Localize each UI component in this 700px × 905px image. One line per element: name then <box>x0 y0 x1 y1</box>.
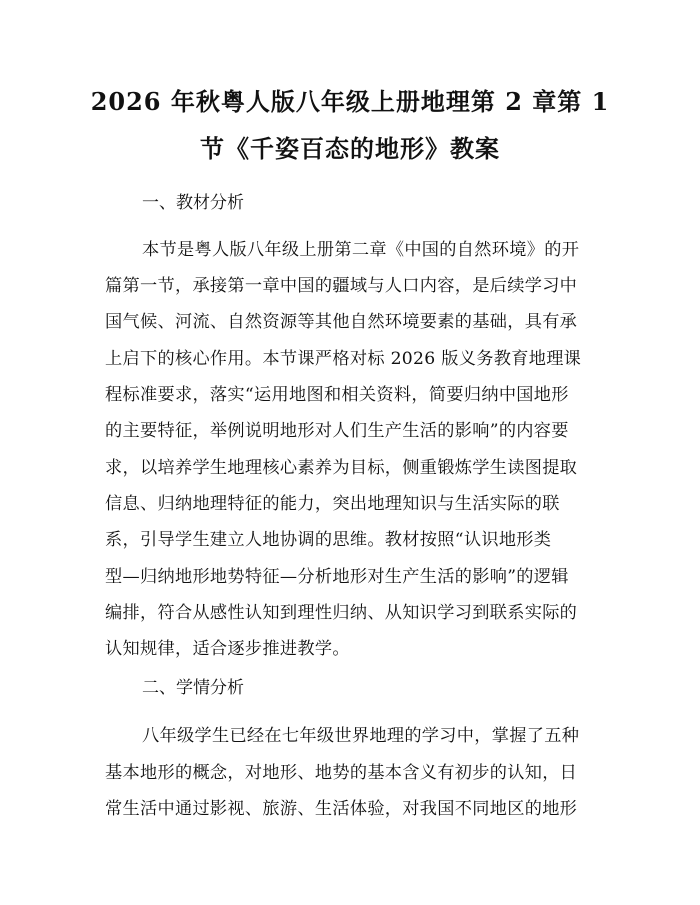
paragraph-line: 常生活中通过影视、旅游、生活体验，对我国不同地区的地形 <box>105 799 578 819</box>
paragraph-line: 求，以培养学生地理核心素养为目标，侧重锻炼学生读图提取 <box>105 458 578 478</box>
paragraph-line: 信息、归纳地理特征的能力，突出地理知识与生活实际的联 <box>105 494 560 514</box>
paragraph-line: 的主要特征，举例说明地形对人们生产生活的影响”的内容要 <box>105 421 569 441</box>
section-heading-learner-analysis: 二、学情分析 <box>142 678 244 698</box>
paragraph-line: 基本地形的概念，对地形、地势的基本含义有初步的认知，日 <box>105 763 578 783</box>
paragraph-line: 编排，符合从感性认知到理性归纳、从知识学习到联系实际的 <box>105 603 578 623</box>
paragraph-line: 认知规律，适合逐步推进教学。 <box>105 639 350 659</box>
paragraph-line: 本节是粤人版八年级上册第二章《中国的自然环境》的开 <box>142 240 580 260</box>
section-heading-textbook-analysis: 一、教材分析 <box>142 193 244 213</box>
paragraph-line: 篇第一节，承接第一章中国的疆域与人口内容，是后续学习中 <box>105 276 578 296</box>
paragraph-line: 系，引导学生建立人地协调的思维。教材按照“认识地形类 <box>105 530 552 550</box>
paragraph-line: 国气候、河流、自然资源等其他自然环境要素的基础，具有承 <box>105 312 578 332</box>
paragraph-line: 型—归纳地形地势特征—分析地形对生产生活的影响”的逻辑 <box>105 567 569 587</box>
document-title-line-2: 节《千姿百态的地形》教案 <box>200 134 500 163</box>
paragraph-line: 程标准要求，落实“运用地图和相关资料，简要归纳中国地形 <box>105 385 569 405</box>
document-title-line-1: 2026 年秋粤人版八年级上册地理第 2 章第 1 <box>90 87 610 116</box>
paragraph-line: 八年级学生已经在七年级世界地理的学习中，掌握了五种 <box>142 726 580 746</box>
paragraph-line: 上启下的核心作用。本节课严格对标 2026 版义务教育地理课 <box>105 349 582 369</box>
